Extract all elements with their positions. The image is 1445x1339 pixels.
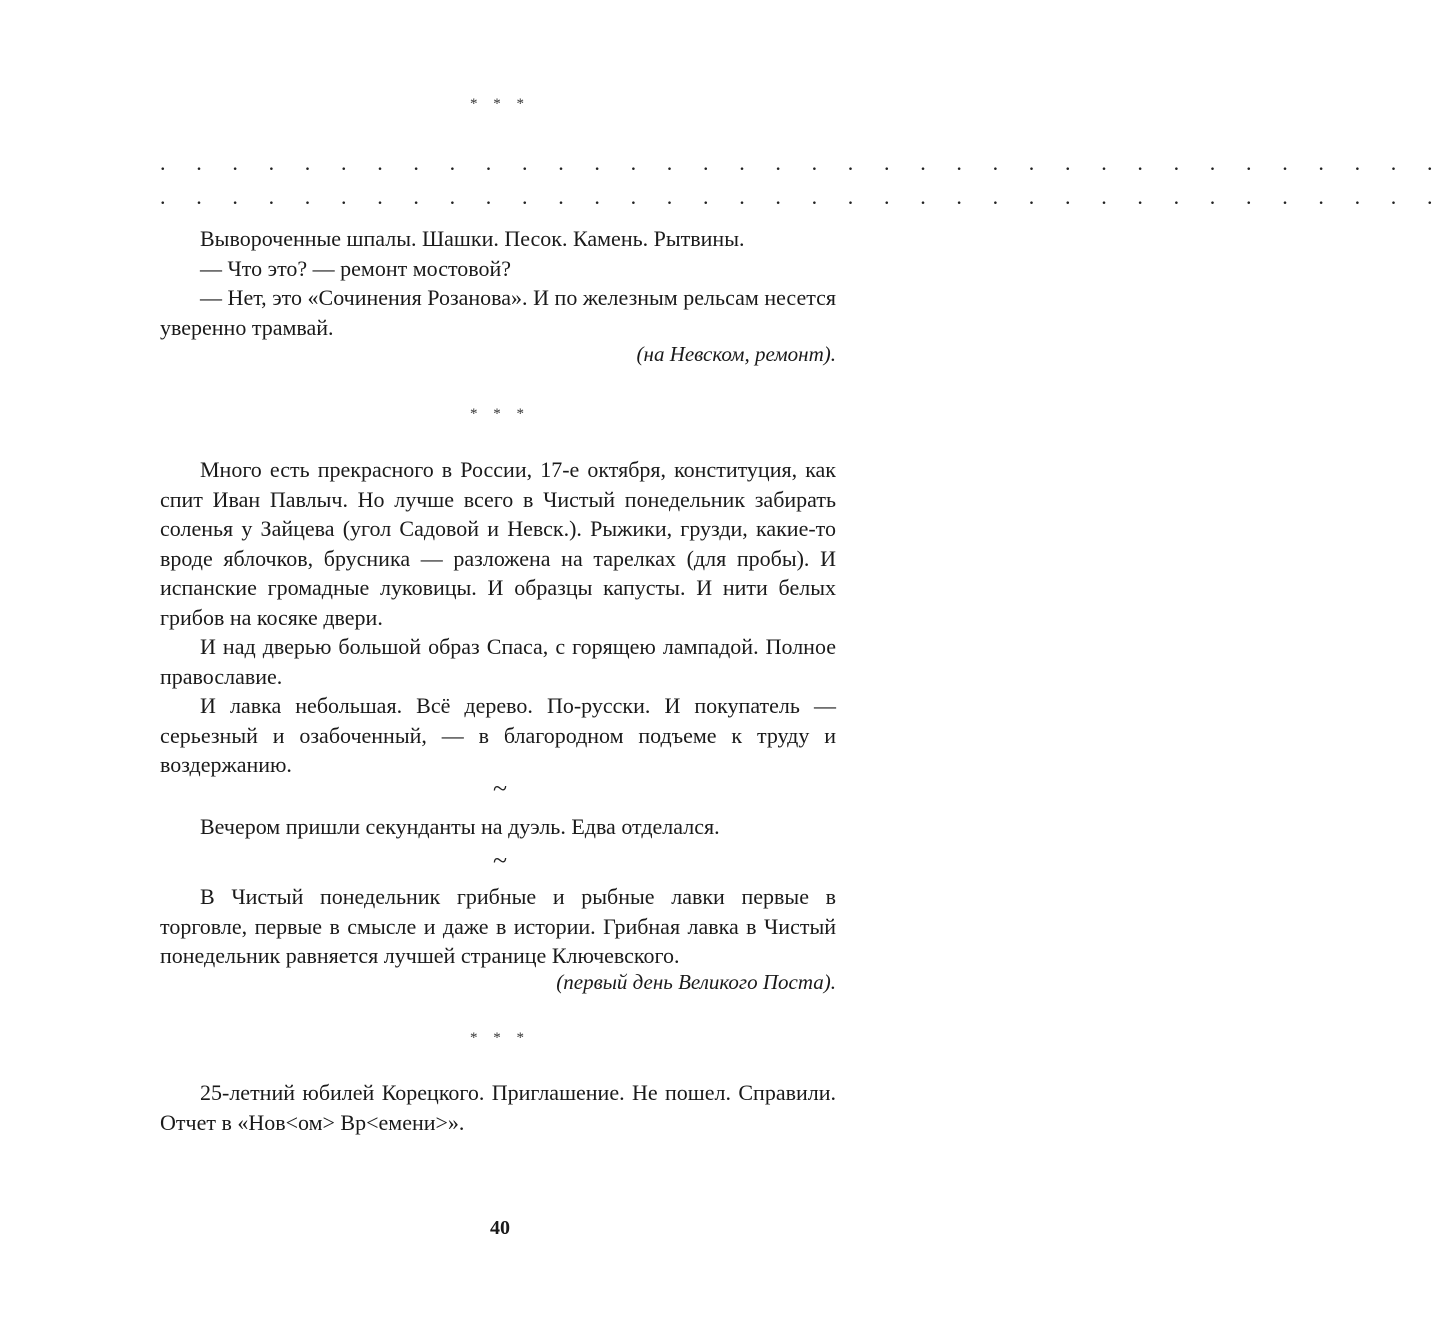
paragraph: — Нет, это «Сочинения Розанова». И по железным рельсам несется уверенно трамвай. bbox=[160, 285, 836, 340]
paragraph: Много есть прекрасного в России, 17-е октября, конституция, как спит Иван Павлыч. Но лучше всего в Чистый понедельник забирать соленья у Зайцева (угол Садовой и Невск.). Рыжики, грузди, какие-то вроде яблочков, брусника — разложена на тарелках (для пробы). И испанские громадные луковицы. И образцы капусты. И нити белых грибов на косяке двери. bbox=[160, 457, 836, 630]
section-2-line bbox=[160, 812, 836, 842]
paragraph: И над дверью большой образ Спаса, с горящею лампадой. Полное православие. bbox=[160, 634, 836, 689]
section-separator-stars: * * * bbox=[470, 406, 530, 422]
section-2-closing bbox=[160, 882, 836, 971]
paragraph: И лавка небольшая. Всё дерево. По-русски. И покупатель — серьезный и озабоченный, — в благородном подъеме к труду и воздержанию. bbox=[160, 693, 836, 777]
paragraph: 25-летний юбилей Корецкого. Приглашение. Не пошел. Справили. Отчет в «Нов<ом> Вр<емени>». bbox=[160, 1080, 836, 1135]
section-1-text bbox=[160, 224, 836, 342]
paragraph: — Что это? — ремонт мостовой? bbox=[200, 255, 512, 281]
section-separator-stars: * * * bbox=[470, 1030, 530, 1046]
ellipsis-line: . . . . . . . . . . . . . . . . . . . . . . . . . . . . . . . . . . . . bbox=[160, 184, 1445, 209]
section-2-text bbox=[160, 455, 836, 780]
attribution-note: (на Невском, ремонт). bbox=[636, 342, 836, 366]
attribution-note: (первый день Великого Поста). bbox=[556, 970, 836, 994]
paragraph: Вечером пришли секунданты на дуэль. Едва отделался. bbox=[200, 814, 720, 839]
ellipsis-line: . . . . . . . . . . . . . . . . . . . . . . . . . . . . . . . . . . . . bbox=[160, 150, 1445, 175]
swung-dash-divider: ~ bbox=[492, 846, 508, 875]
section-3-text bbox=[160, 1078, 836, 1137]
page-number: 40 bbox=[490, 1217, 510, 1239]
paragraph: В Чистый понедельник грибные и рыбные лавки первые в торговле, первые в смысле и даже в истории. Грибная лавка в Чистый понедельник равняется лучшей странице Ключевского. bbox=[160, 884, 836, 968]
swung-dash-divider: ~ bbox=[492, 774, 508, 803]
section-separator-stars: * * * bbox=[470, 96, 530, 112]
paragraph: Вывороченные шпалы. Шашки. Песок. Камень. Рытвины. bbox=[200, 226, 745, 251]
